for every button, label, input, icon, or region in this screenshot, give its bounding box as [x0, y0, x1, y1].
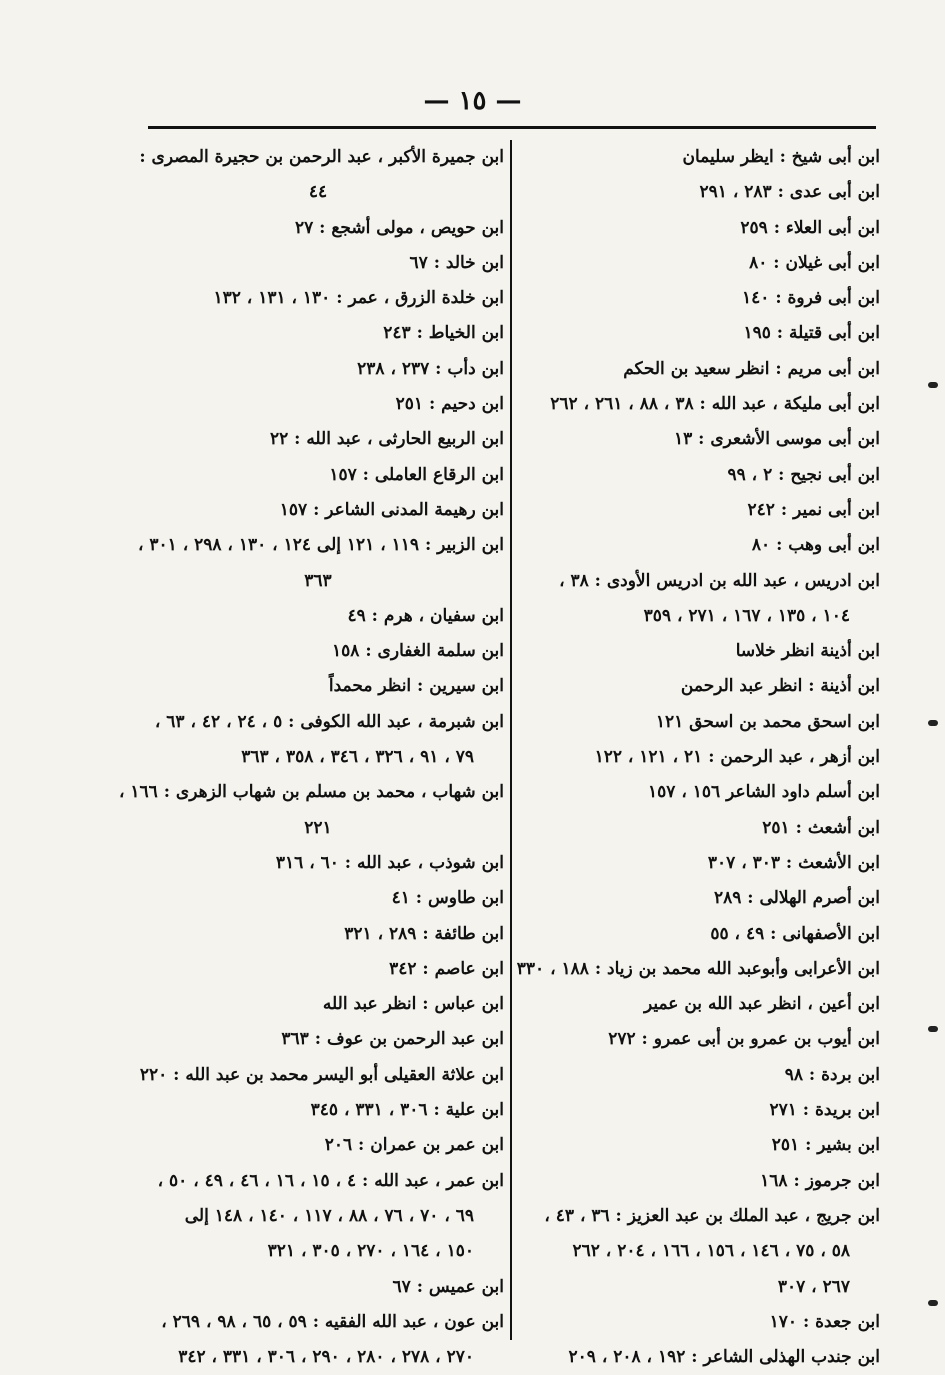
- index-entry: ابن أبى فروة : ١٤٠: [742, 288, 880, 309]
- index-entry: ابن جميرة الأكبر ، عبد الرحمن بن حجيرة المصرى :: [139, 147, 504, 167]
- index-entry: ابن دحيم : ٢٥١: [395, 394, 504, 415]
- index-entry: ١٥٠ ، ١٦٤ ، ٢٧٠ ، ٣٠٥ ، ٣٢١: [267, 1241, 474, 1262]
- index-entry: ابن الأصفهانى : ٤٩ ، ٥٥: [710, 923, 880, 944]
- index-entry: ابن شبرمة ، عبد الله الكوفى : ٥ ، ٢٤ ، ٤٢ ، ٦٣ ،: [154, 711, 504, 732]
- index-entry: ابن أعين ، انظر عبد الله بن عمير: [643, 994, 880, 1015]
- index-entry: ابن ادريس ، عبد الله بن ادريس الأودى : ٣٨ ،: [559, 570, 880, 591]
- scan-edge-mark: [928, 1026, 938, 1032]
- index-entry: ابن بردة : ٩٨: [784, 1064, 880, 1085]
- index-entry: ابن جريج ، عبد الملك بن عبد العزيز : ٣٦ ، ٤٣ ،: [544, 1205, 880, 1226]
- index-entry: ابن أذينة انظر خلاسا: [735, 641, 880, 662]
- page-number: — ١٥ —: [423, 86, 522, 116]
- index-entry: ابن طائفة : ٢٨٩ ، ٣٢١: [344, 923, 504, 944]
- index-entry: ابن أبى نجيح : ٢ ، ٩٩: [727, 464, 880, 485]
- index-entry: ابن الأعرابى وأبوعبد الله محمد بن زياد : ١٨٨ ، ٣٣٠: [516, 958, 880, 979]
- index-entry: ابن أبى العلاء : ٢٥٩: [740, 217, 880, 238]
- index-entry: ابن عمر ، عبد الله : ٤ ، ١٥ ، ١٦ ، ٤٦ ، ٤٩ ، ٥٠ ،: [157, 1170, 504, 1191]
- index-entry: ابن أشعث : ٢٥١: [762, 817, 880, 838]
- index-entry: ابن جندب الهذلى الشاعر : ١٩٢ ، ٢٠٨ ، ٢٠٩: [568, 1347, 880, 1368]
- index-entry: ابن أبى شيخ : ايظر سليمان: [682, 147, 880, 167]
- index-entry: ابن أبى عدى : ٢٨٣ ، ٢٩١: [699, 182, 880, 203]
- index-entry: ابن سفيان ، هرم : ٤٩: [347, 605, 504, 626]
- index-entry: ابن عبد الرحمن بن عوف : ٣٦٣: [281, 1029, 504, 1050]
- index-column-right: [518, 140, 880, 1375]
- index-entry: ٢٢١: [304, 817, 332, 838]
- index-entry: ابن الرقاع العاملى : ١٥٧: [329, 464, 504, 485]
- index-entry: ابن أذينة : انظر عبد الرحمن: [680, 676, 880, 697]
- index-entry: ابن أبى مريم : انظر سعيد بن الحكم: [623, 358, 880, 379]
- index-entry: ٥٨ ، ٧٥ ، ١٤٦ ، ١٥٦ ، ١٦٦ ، ٢٠٤ ، ٢٦٢: [572, 1241, 850, 1262]
- index-entry: ابن أبى وهب : ٨٠: [751, 535, 880, 556]
- index-entry: ابن رهيمة المدنى الشاعر : ١٥٧: [279, 499, 504, 520]
- index-entry: ابن اسحق محمد بن اسحق ١٢١: [655, 711, 880, 732]
- index-entry: ابن دأب : ٢٣٧ ، ٢٣٨: [357, 358, 504, 379]
- top-rule: [148, 126, 876, 129]
- index-entry: ابن أبى نمير : ٢٤٢: [747, 499, 880, 520]
- index-entry: ابن أبى قتيلة : ١٩٥: [743, 323, 880, 344]
- index-entry: ابن أصرم الهلالى : ٢٨٩: [713, 888, 880, 909]
- index-entry: ابن عباس : انظر عبد الله: [322, 994, 504, 1015]
- index-entry: ابن خالد : ٦٧: [409, 252, 504, 273]
- index-entry: ابن أبى موسى الأشعرى : ١٣: [673, 429, 880, 450]
- column-divider: [510, 140, 512, 1340]
- index-entry: ابن عمر بن عمران : ٢٠٦: [324, 1135, 504, 1156]
- index-entry: ٣٦٣: [304, 570, 332, 591]
- index-entry: ابن أسلم داود الشاعر ١٥٦ ، ١٥٧: [648, 782, 880, 803]
- scan-edge-mark: [928, 382, 938, 388]
- index-entry: ابن جعدة : ١٧٠: [769, 1311, 880, 1332]
- index-entry: ابن علية : ٣٠٦ ، ٣٣١ ، ٣٤٥: [310, 1100, 504, 1121]
- index-entry: ابن أبى غيلان : ٨٠: [749, 252, 880, 273]
- index-entry: ٦٩ ، ٧٠ ، ٧٦ ، ٨٨ ، ١١٧ ، ١٤٠ ، ١٤٨ إلى: [184, 1205, 474, 1226]
- index-entry: ابن الربيع الحارثى ، عبد الله : ٢٢: [269, 429, 504, 450]
- index-entry: ابن خلدة الزرق ، عمر : ١٣٠ ، ١٣١ ، ١٣٢: [213, 288, 504, 309]
- index-entry: ابن سيرين : انظر محمداً: [328, 676, 504, 697]
- index-entry: ٤٤: [308, 182, 328, 203]
- index-entry: ١٠٤ ، ١٣٥ ، ١٦٧ ، ٢٧١ ، ٣٥٩: [643, 605, 850, 626]
- index-entry: ابن شوذب ، عبد الله : ٦٠ ، ٣١٦: [275, 852, 504, 873]
- index-entry: ابن علاثة العقيلى أبو اليسر محمد بن عبد الله : ٢٢٠: [139, 1064, 504, 1085]
- index-entry: ابن الأشعث : ٣٠٣ ، ٣٠٧: [707, 852, 880, 873]
- index-entry: ابن سلمة الغفارى : ١٥٨: [332, 641, 504, 662]
- index-entry: ابن الخياط : ٢٤٣: [383, 323, 504, 344]
- index-entry: ابن عميس : ٦٧: [392, 1276, 504, 1297]
- index-entry: ابن طاوس : ٤١: [391, 888, 504, 909]
- scan-edge-mark: [928, 720, 938, 726]
- index-entry: ابن بشير : ٢٥١: [771, 1135, 880, 1156]
- index-column-left: [118, 140, 504, 1375]
- index-entry: ابن بريدة : ٢٧١: [769, 1100, 880, 1121]
- index-entry: ابن حويص ، مولى أشجع : ٢٧: [294, 217, 504, 238]
- index-entry: ابن جرموز : ١٦٨: [760, 1170, 880, 1191]
- index-entry: ابن أيوب بن عمرو بن أبى عمرو : ٢٧٢: [608, 1029, 880, 1050]
- index-entry: ابن الزبير : ١١٩ ، ١٢١ إلى ١٢٤ ، ١٣٠ ، ٢٩٨ ، ٣٠١ ،: [137, 535, 504, 556]
- index-entry: ٢٦٧ ، ٣٠٧: [777, 1276, 850, 1297]
- index-entry: ٢٧٠ ، ٢٧٨ ، ٢٨٠ ، ٢٩٠ ، ٣٠٦ ، ٣٣١ ، ٣٤٢: [178, 1347, 474, 1368]
- index-entry: ٧٩ ، ٩١ ، ٣٢٦ ، ٣٤٦ ، ٣٥٨ ، ٣٦٣: [241, 747, 474, 768]
- scan-edge-mark: [928, 1300, 938, 1306]
- index-entry: ابن عاصم : ٣٤٢: [389, 958, 504, 979]
- index-entry: ابن أبى مليكة ، عبد الله : ٣٨ ، ٨٨ ، ٢٦١ ، ٢٦٢: [550, 394, 880, 415]
- index-entry: ابن شهاب ، محمد بن مسلم بن شهاب الزهرى : ١٦٦ ،: [118, 782, 504, 803]
- index-entry: ابن عون ، عبد الله الفقيه : ٥٩ ، ٦٥ ، ٩٨ ، ٢٦٩ ،: [161, 1311, 504, 1332]
- index-entry: ابن أزهر ، عبد الرحمن : ٢١ ، ١٢١ ، ١٢٢: [594, 747, 880, 768]
